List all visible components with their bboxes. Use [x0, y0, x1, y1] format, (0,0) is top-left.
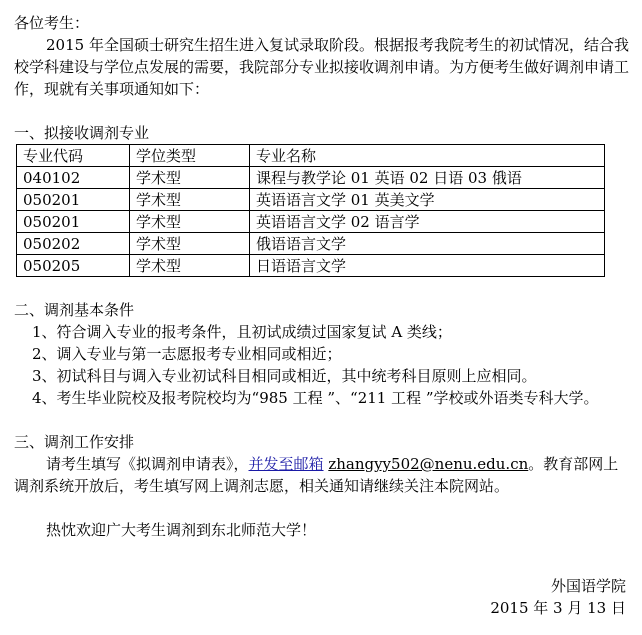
- intro-paragraph: 2015 年全国硕士研究生招生进入复试录取阶段。根据报考我院考生的初试情况，结合我校学科建设与学位点发展的需要，我院部分专业拟接收调剂申请。为方便考生做好调剂申请工作，现就有关事项通知如下：: [14, 36, 630, 98]
- cell-major-name: 课程与教学论 01 英语 02 日语 03 俄语: [250, 167, 605, 189]
- notice-document: [14, 12, 630, 541]
- greeting: 各位考生：: [14, 14, 90, 32]
- cell-code: 040102: [17, 167, 130, 189]
- send-to-email-link[interactable]: 并发至邮箱: [248, 455, 324, 473]
- table-row: [17, 189, 605, 211]
- table-row: [17, 255, 605, 277]
- header-degree-type: 学位类型: [130, 145, 250, 167]
- arrangement-text-before: 请考生填写《拟调剂申请表》，: [46, 455, 249, 473]
- cell-code: 050201: [17, 211, 130, 233]
- signature-org: 外国语学院: [550, 577, 626, 595]
- arrangement-text-after: 。教育部网上调剂系统开放后，考生填写网上调剂志愿，相关通知请继续关注本院网站。: [14, 455, 619, 495]
- table-header-row: [17, 145, 605, 167]
- cell-major-name: 英语语言文学 01 英美文学: [250, 189, 605, 211]
- header-code: 专业代码: [17, 145, 130, 167]
- cell-code: 050201: [17, 189, 130, 211]
- cell-degree-type: 学术型: [130, 255, 250, 277]
- cell-major-name: 俄语语言文学: [250, 233, 605, 255]
- header-major-name: 专业名称: [250, 145, 605, 167]
- condition-item: 3、初试科目与调入专业初试科目相同或相近，其中统考科目原则上应相同。: [32, 367, 537, 385]
- cell-degree-type: 学术型: [130, 233, 250, 255]
- table-row: [17, 233, 605, 255]
- table-row: [17, 167, 605, 189]
- signature-date: 2015 年 3 月 13 日: [490, 599, 626, 617]
- majors-table: [16, 144, 605, 277]
- section3-title: 三、调剂工作安排: [14, 433, 135, 451]
- closing-line: 热忱欢迎广大考生调剂到东北师范大学！: [46, 521, 317, 539]
- email-address-link[interactable]: zhangyy502@nenu.edu.cn: [328, 455, 529, 473]
- cell-degree-type: 学术型: [130, 167, 250, 189]
- section1-title: 一、拟接收调剂专业: [14, 124, 150, 142]
- cell-degree-type: 学术型: [130, 189, 250, 211]
- arrangement-paragraph: [14, 453, 630, 497]
- cell-major-name: 英语语言文学 02 语言学: [250, 211, 605, 233]
- condition-item: 4、考生毕业院校及报考院校均为“985 工程 ”、“211 工程 ”学校或外语类专科大学。: [32, 389, 599, 407]
- cell-degree-type: 学术型: [130, 211, 250, 233]
- table-row: [17, 211, 605, 233]
- condition-item: 2、调入专业与第一志愿报考专业相同或相近；: [32, 345, 342, 363]
- cell-code: 050202: [17, 233, 130, 255]
- cell-code: 050205: [17, 255, 130, 277]
- condition-item: 1、符合调入专业的报考条件，且初试成绩过国家复试 A 类线；: [32, 323, 452, 341]
- section2-title: 二、调剂基本条件: [14, 301, 135, 319]
- cell-major-name: 日语语言文学: [250, 255, 605, 277]
